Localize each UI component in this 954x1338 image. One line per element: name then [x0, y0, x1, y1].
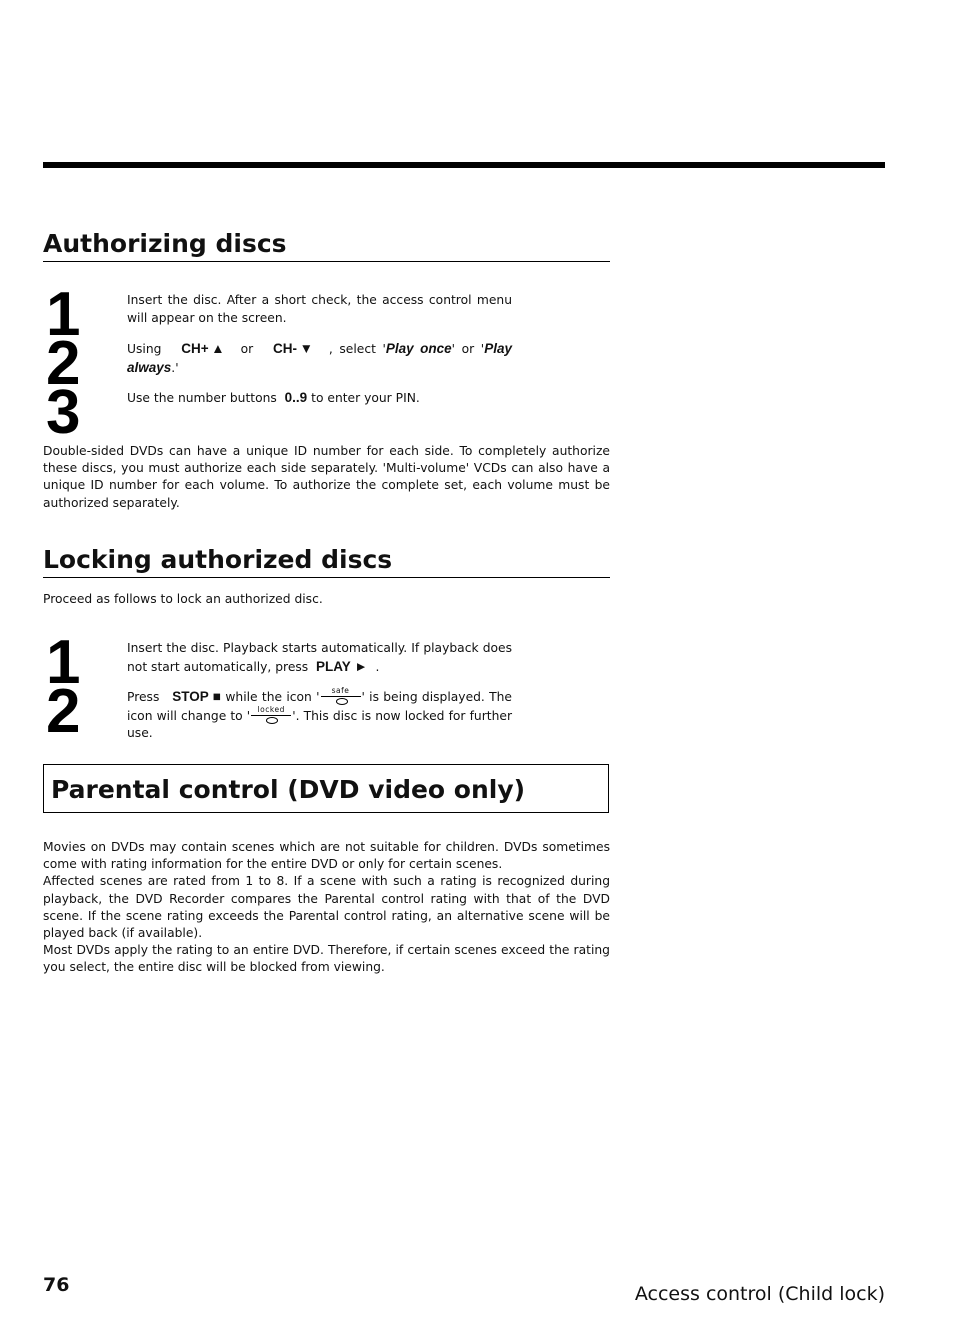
step-text — [127, 640, 512, 676]
option-play-once: Play once — [385, 341, 452, 356]
section-title-authorizing: Authorizing discs — [43, 229, 610, 262]
parental-body — [43, 839, 610, 977]
chapter-title: Access control (Child lock) — [634, 1283, 885, 1305]
step-number: 2 — [46, 677, 81, 746]
paragraph: Most DVDs apply the rating to an entire DVD. Therefore, if certain scenes exceed the rating you select, the entire disc will be blocked from viewing. — [43, 943, 610, 975]
step-text — [127, 340, 512, 377]
step-text — [127, 389, 512, 408]
note-paragraph: Double-sided DVDs can have a unique ID number for each side. To completely authorize these discs, you must authorize each side separately. 'Multi-volume' VCDs can also have a unique ID number for each volume. To authorize the complete set, each volume must be authorized separately. — [43, 444, 610, 510]
text-or: ' or ' — [451, 342, 485, 356]
text-pre: Insert the disc. Playback starts automatically. If playback does not start automatically, press — [127, 641, 512, 674]
number-keys: 0..9 — [284, 390, 308, 405]
text-pre: Press — [127, 690, 160, 704]
text-mid: ' is being displayed. The icon will change to ' — [127, 690, 512, 723]
option-play-always: Play always — [127, 341, 512, 375]
stop-key: STOP ■ — [172, 689, 222, 704]
text-select: , select ' — [328, 342, 386, 356]
play-key: PLAY ► — [316, 658, 368, 674]
text-pre: Use the number buttons — [127, 391, 277, 405]
intro-text: Proceed as follows to lock an authorized disc. — [43, 592, 323, 606]
top-rule — [43, 162, 885, 168]
text-post: to enter your PIN. — [311, 391, 420, 405]
step-number: 1 — [46, 628, 81, 697]
text-using: Using — [127, 342, 162, 356]
section-title-parental: Parental control (DVD video only) — [51, 775, 526, 804]
step-number: 2 — [46, 329, 81, 398]
icon-label: locked — [257, 704, 285, 714]
disc-locked-icon — [251, 704, 291, 723]
disc-safe-icon — [321, 688, 361, 704]
text-mid: while the icon ' — [225, 690, 320, 704]
step-number: 3 — [46, 378, 81, 447]
page-number: 76 — [43, 1274, 70, 1296]
section-title-locking: Locking authorized discs — [43, 545, 610, 578]
step-number: 1 — [46, 280, 81, 349]
ch-minus-key: CH-▼ — [272, 341, 316, 356]
paragraph: Affected scenes are rated from 1 to 8. If a scene with such a rating is recognized during playback, the DVD Recorder compares the Parental control rating with that of the DVD scene. If the scene rating exceeds the Parental control rating, an alternative scene will be played back (if available). — [43, 874, 610, 941]
text-post: . — [375, 659, 380, 674]
paragraph: Movies on DVDs may contain scenes which are not suitable for children. DVDs sometimes come with rating information for the entire DVD or only for certain scenes. — [43, 840, 610, 872]
text-post: '. This disc is now locked for further use. — [127, 708, 512, 740]
text-or: or — [240, 342, 254, 356]
step-text: Insert the disc. After a short check, the access control menu will appear on the screen. — [127, 293, 512, 325]
ch-plus-key: CH+▲ — [181, 341, 228, 356]
text-end: .' — [171, 360, 179, 375]
parental-control-heading-box — [43, 764, 609, 813]
icon-label: safe — [331, 686, 350, 695]
step-text — [127, 688, 512, 743]
